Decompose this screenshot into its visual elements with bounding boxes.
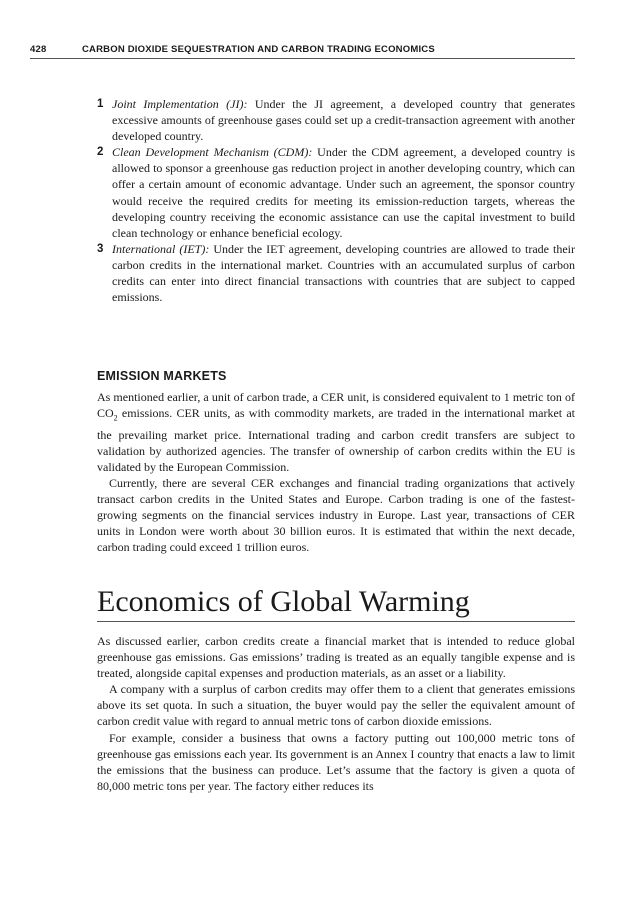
list-item-number: 1 [97, 98, 104, 110]
list-item-text: Under the CDM agreement, a developed country is allowed to sponsor a greenhouse gas reduction project in another developing country, which can offer a certain amount of economic advantage. Under such an agreement, the sponsor country would receive the required credits for meeting its emission-reduction targets, whereas the developing country receiving the economic assistance can use the capital investment to build clean technology or enhance beneficial ecology. [112, 145, 576, 240]
economics-body [97, 633, 575, 794]
list-item [97, 241, 575, 305]
subscript: 2 [113, 413, 118, 423]
mechanism-list [97, 96, 575, 305]
emission-markets-body [97, 389, 575, 555]
list-item-number: 3 [97, 242, 104, 255]
list-item [97, 144, 575, 241]
paragraph: As discussed earlier, carbon credits create a financial market that is intended to reduce global greenhouse gas emissions. Gas emissions’ trading is treated as an equally tangible expense and is treated, alongside capital expenses and production materials, as an asset or a liability. [97, 634, 575, 681]
paragraph: For example, consider a business that owns a factory putting out 100,000 metric tons of greenhouse gas emissions each year. Its government is an Annex I country that enacts a law to limit the emissions that the business can produce. Let’s assume that the factory is given a quota of 80,000 metric tons per year. The factory either reduces its [97, 730, 575, 793]
running-head-title: CARBON DIOXIDE SEQUESTRATION AND CARBON TRADING ECONOMICS [82, 44, 435, 55]
chapter-title: Economics of Global Warming [97, 584, 575, 622]
list-item-term: Joint Implementation (JI): [112, 97, 248, 111]
list-item-text: Under the IET agreement, developing countries are allowed to trade their carbon credits in the international market. Countries with an accumulated surplus of carbon credits can enter into direct financial transactions with countries that are subject to capped emissions. [112, 241, 575, 305]
page-number: 428 [30, 44, 47, 55]
paragraph: A company with a surplus of carbon credits may offer them to a client that generates emissions above its set quota. In such a situation, the buyer would pay the seller the equivalent amount of carbon credit value with regard to annual metric tons of carbon dioxide emissions. [97, 682, 575, 729]
list-item-term: Clean Development Mechanism (CDM): [112, 145, 313, 160]
list-item [97, 96, 575, 144]
running-head [30, 44, 575, 59]
paragraph: As mentioned earlier, a unit of carbon trade, a CER unit, is considered equivalent to 1 metric ton of $CO_2$ emissions. CER units, as with commodity markets, are traded in the international market at the prevailing market price. International trading and carbon credit transfers are subject to validation by authorized agencies. The transfer of ownership of carbon credits within the EU is validated by the European Commission. [97, 390, 575, 474]
list-item-term: International (IET): [112, 241, 210, 256]
section-heading-emission-markets: EMISSION MARKETS [97, 369, 227, 383]
list-item-number: 2 [97, 146, 104, 159]
list-item-text: Under the JI agreement, a developed country that generates excessive amounts of greenhouse gases could set up a credit-transaction agreement with another developed country. [112, 97, 575, 144]
paragraph: Currently, there are several CER exchanges and financial trading organizations that actively transact carbon credits in the United States and Europe. Carbon trading is one of the fastest-growing segments on the financial services industry in Europe. Last year, transactions of CER units in London were worth about 30 billion euros. It is estimated that within the next decade, carbon trading could exceed 1 trillion euros. [97, 475, 575, 555]
